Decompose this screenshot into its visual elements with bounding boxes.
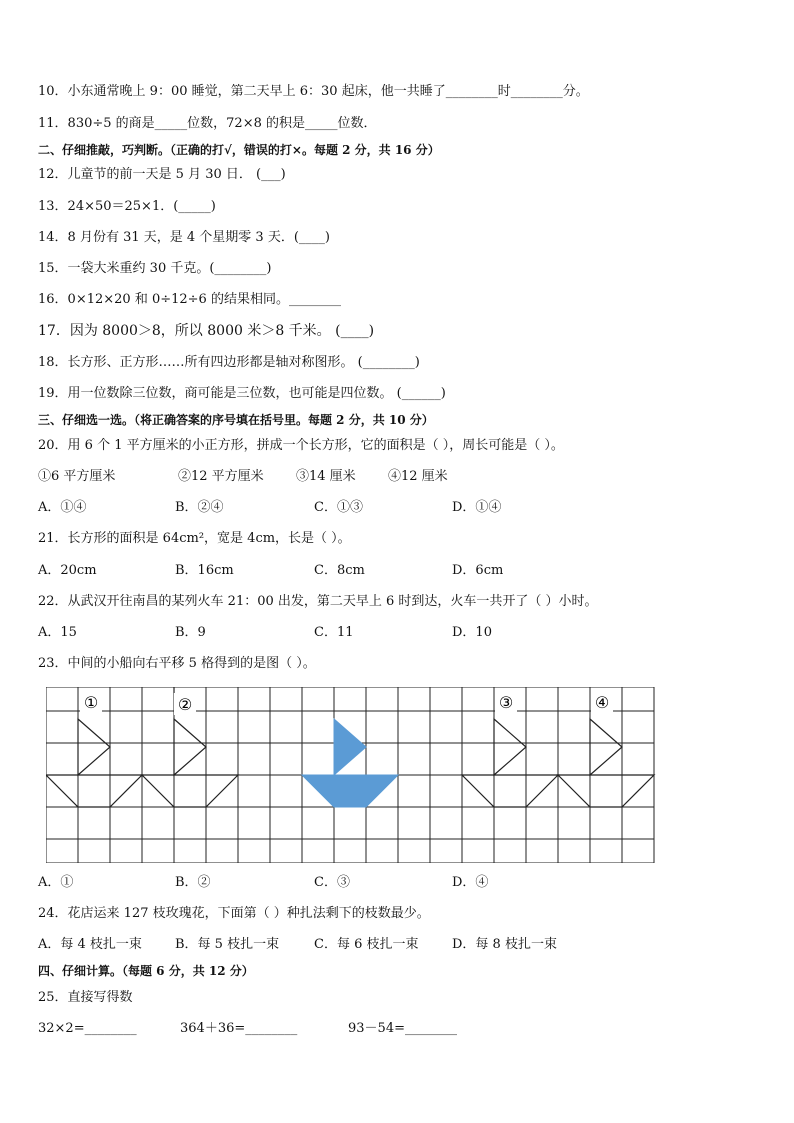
q23-option-a: A．① [38, 875, 74, 890]
q23-option-d: D．④ [452, 875, 489, 890]
q20-item-4: ④12 厘米 [388, 469, 448, 484]
q25-item-3: 93－54=________ [348, 1021, 457, 1036]
q20-option-c: C．①③ [314, 500, 363, 515]
question-22: 22．从武汉开往南昌的某列火车 21：00 出发，第二天早上 6 时到达，火车一共开了（ ）小时。 [38, 594, 598, 609]
boat-grid-figure [46, 687, 656, 867]
q21-option-b: B．16cm [175, 563, 234, 578]
q22-option-b: B．9 [175, 625, 206, 640]
boat-3 [462, 719, 558, 807]
q21-option-d: D．6cm [452, 563, 504, 578]
question-16: 16．0×12×20 和 0÷12÷6 的结果相同。________ [38, 292, 341, 307]
question-19: 19．用一位数除三位数，商可能是三位数，也可能是四位数。 (______) [38, 386, 446, 401]
boat-label-2: ② [177, 695, 193, 714]
boat-label-4: ④ [594, 693, 610, 712]
question-24: 24．花店运来 127 枝玫瑰花，下面第（ ）种扎法剩下的枝数最少。 [38, 906, 430, 921]
q20-item-3: ③14 厘米 [296, 469, 356, 484]
q20-option-b: B．②④ [175, 500, 224, 515]
question-10: 10．小东通常晚上 9：00 睡觉，第二天早上 6：30 起床，他一共睡了________时________分。 [38, 84, 589, 99]
question-20: 20．用 6 个 1 平方厘米的小正方形，拼成一个长方形，它的面积是（ ），周长可能是（ ）。 [38, 438, 564, 453]
boat-grid-svg [46, 687, 656, 863]
q20-item-2: ②12 平方厘米 [178, 469, 264, 484]
boat-label-3: ③ [498, 693, 514, 712]
q24-option-b: B．每 5 枝扎一束 [175, 937, 280, 952]
question-21: 21．长方形的面积是 64cm²，宽是 4cm，长是（ ）。 [38, 531, 351, 546]
boat-4 [558, 719, 654, 807]
question-25: 25．直接写得数 [38, 990, 133, 1005]
question-23: 23．中间的小船向右平移 5 格得到的是图（ ）。 [38, 656, 316, 671]
q22-option-d: D．10 [452, 625, 492, 640]
q21-option-c: C．8cm [314, 563, 365, 578]
q24-option-d: D．每 8 枝扎一束 [452, 937, 557, 952]
question-15: 15．一袋大米重约 30 千克。(________) [38, 261, 272, 276]
q25-item-2: 364＋36=________ [180, 1021, 298, 1036]
q22-option-a: A．15 [38, 625, 77, 640]
section-4-heading: 四、仔细计算。（每题 6 分，共 12 分） [38, 964, 254, 978]
question-11: 11．830÷5 的商是_____位数，72×8 的积是_____位数． [38, 116, 377, 131]
boat-label-1: ① [83, 693, 99, 712]
question-14: 14．8 月份有 31 天，是 4 个星期零 3 天．(____) [38, 230, 330, 245]
q20-option-d: D．①④ [452, 500, 502, 515]
q20-option-a: A．①④ [38, 500, 87, 515]
q23-option-b: B．② [175, 875, 211, 890]
boat-1 [46, 719, 142, 807]
section-3-heading: 三、仔细选一选。（将正确答案的序号填在括号里。每题 2 分，共 10 分） [38, 413, 434, 427]
q22-option-c: C．11 [314, 625, 354, 640]
question-13: 13．24×50＝25×1．(_____) [38, 199, 216, 214]
q25-item-1: 32×2=________ [38, 1021, 137, 1036]
question-18: 18．长方形、正方形……所有四边形都是轴对称图形。 (________) [38, 355, 420, 370]
section-2-heading: 二、仔细推敲，巧判断。（正确的打√，错误的打×。每题 2 分，共 16 分） [38, 143, 440, 157]
question-17: 17．因为 8000＞8，所以 8000 米＞8 千米。 (____) [38, 323, 375, 339]
q24-option-c: C．每 6 枝扎一束 [314, 937, 419, 952]
q20-item-1: ①6 平方厘米 [38, 469, 116, 484]
q24-option-a: A．每 4 枝扎一束 [38, 937, 142, 952]
boat-2 [142, 719, 238, 807]
q23-option-c: C．③ [314, 875, 350, 890]
q21-option-a: A．20cm [38, 563, 97, 578]
question-12: 12．儿童节的前一天是 5 月 30 日． (___) [38, 167, 286, 182]
middle-shaded-boat [302, 719, 398, 807]
